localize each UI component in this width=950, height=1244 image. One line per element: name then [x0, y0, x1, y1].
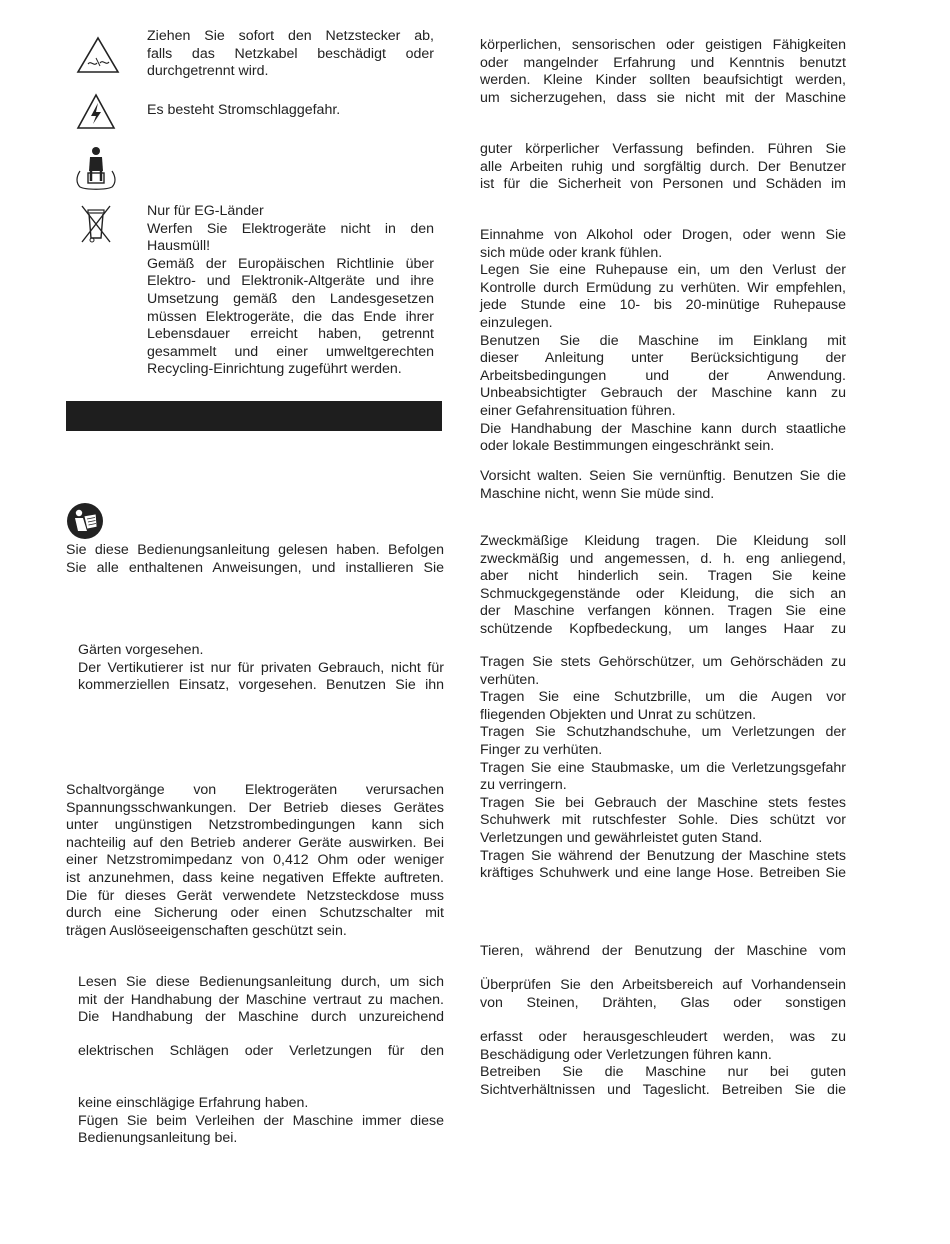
- text-line: Tragen Sie Schutzhandschuhe, um Verletzungen der: [480, 724, 846, 741]
- visibility-text: [480, 1029, 846, 1099]
- text-line: Einnahme von Alkohol oder Drogen, oder wenn Sie: [480, 227, 846, 243]
- text-line: nachteilig auf den Betrieb anderer Geräte auswirken. Bei: [66, 834, 444, 851]
- text-line: Die Handhabung der Maschine kann durch staatliche: [480, 420, 846, 437]
- text-line: Unbeabsichtigter Gebrauch der Maschine kann zu: [480, 385, 846, 402]
- text-line: von Steinen, Drähten, Glas oder sonstigen: [480, 994, 846, 1011]
- text-line: oder mangelnder Erfahrung und Kenntnis benutzt: [480, 54, 846, 71]
- text-line: müssen Elektrogeräte, die das Ende ihrer: [147, 308, 434, 325]
- shock-warning-text: [147, 102, 434, 120]
- read-manual-icon: [66, 502, 104, 540]
- text-line: Tragen Sie eine Schutzbrille, um die Augen vor: [480, 689, 846, 706]
- text-line: jede Stunde eine 10- bis 20-minütige Ruhepause: [480, 297, 846, 314]
- weee-notice-text: [147, 203, 434, 379]
- electric-shock-icon: [76, 93, 116, 131]
- text-line: Vorsicht walten. Seien Sie vernünftig. Benutzen Sie die: [480, 468, 846, 484]
- text-line: einzulegen.: [480, 314, 553, 331]
- text-line: Finger zu verhüten.: [480, 741, 603, 758]
- text-line: schützende Kopfbedeckung, um langes Haar zu: [480, 620, 846, 637]
- text-line: Überprüfen Sie den Arbeitsbereich auf Vorhandensein: [480, 977, 846, 993]
- text-line: Elektro- und Elektronik-Altgeräte und ihre: [147, 273, 434, 290]
- read-manual-text: [78, 974, 444, 1027]
- text-line: falls das Netzkabel beschädigt oder: [147, 45, 434, 62]
- text-line: Ziehen Sie sofort den Netzstecker ab,: [147, 28, 434, 44]
- text-line: Gärten vorgesehen.: [78, 642, 204, 658]
- text-line: Tragen Sie eine Staubmaske, um die Verletzungsgefahr: [480, 759, 846, 776]
- text-line: durch eine Sicherung oder einen Schutzschalter mit: [66, 905, 444, 922]
- text-line: alle Arbeiten ruhig und sorgfältig durch. Der Benutzer: [480, 158, 846, 175]
- text-line: dieser Anleitung unter Berücksichtigung der: [480, 350, 846, 367]
- shock-risk-text: [78, 1043, 444, 1061]
- text-line: kommerziellen Einsatz, vorgesehen. Benutzen Sie ihn: [78, 677, 444, 694]
- text-line: Die Handhabung der Maschine durch unzureichend: [78, 1009, 444, 1026]
- intended-use-text: [78, 642, 444, 695]
- power-supply-text: [66, 782, 444, 940]
- text-line: Maschine nicht, wenn Sie müde sind.: [480, 485, 715, 502]
- text-line: der Maschine verfangen können. Tragen Sie eine: [480, 603, 846, 620]
- text-line: Tragen Sie während der Benutzung der Maschine stets: [480, 847, 846, 864]
- text-line: ist anzunehmen, dass keine negativen Effekte auftreten.: [66, 869, 444, 886]
- text-line: Bedienungsanleitung bei.: [78, 1130, 238, 1147]
- text-line: Beschädigung oder Verletzungen führen kann.: [480, 1046, 772, 1063]
- text-line: unter ungünstigen Netzstrombedingungen kann sich: [66, 817, 444, 834]
- text-line: Zweckmäßige Kleidung tragen. Die Kleidung soll: [480, 533, 846, 549]
- text-line: Sie diese Bedienungsanleitung gelesen haben. Befolgen: [66, 542, 444, 558]
- text-line: Spannungsschwankungen. Der Betrieb dieses Gerätes: [66, 799, 444, 816]
- text-line: einer Netzstromimpedanz von 0,412 Ohm oder weniger: [66, 852, 444, 869]
- text-line: Recycling-Einrichtung zugeführt werden.: [147, 361, 402, 378]
- text-line: Arbeitsbedingungen und der Anwendung.: [480, 367, 846, 384]
- text-line: Tieren, während der Benutzung der Maschine vom: [480, 943, 846, 959]
- text-line: werden. Kleine Kinder sollten beaufsichtigt werden,: [480, 72, 846, 89]
- text-line: Sichtverhältnissen und Tageslicht. Betreiben Sie die: [480, 1081, 846, 1098]
- text-line: Lesen Sie diese Bedienungsanleitung durch, um sich: [78, 974, 444, 990]
- text-line: Schuhwerk mit rutschfester Sohle. Dies schützt vor: [480, 812, 846, 829]
- text-line: Lebensdauer erreicht haben, getrennt: [147, 326, 434, 343]
- text-line: Hausmüll!: [147, 238, 211, 255]
- text-line: oder lokale Bestimmungen eingeschränkt sein.: [480, 438, 775, 455]
- section-heading-bar: [66, 401, 442, 431]
- text-line: mit der Handhabung der Maschine vertraut zu machen.: [78, 991, 444, 1008]
- caution-text: [480, 468, 846, 503]
- condition-text: [480, 141, 846, 194]
- clothing-text: [480, 533, 846, 639]
- text-line: sich müde oder krank fühlen.: [480, 244, 663, 261]
- text-line: Es besteht Stromschlaggefahr.: [147, 102, 341, 118]
- text-line: erfasst oder herausgeschleudert werden, was zu: [480, 1029, 846, 1045]
- text-line: Betreiben Sie die Maschine nur bei guten: [480, 1064, 846, 1081]
- text-line: Benutzen Sie die Maschine im Einklang mit: [480, 332, 846, 349]
- text-line: einer Gefahrensituation führen.: [480, 402, 676, 419]
- bystander-distance-icon: [74, 145, 118, 191]
- text-line: Schaltvorgänge von Elektrogeräten verursachen: [66, 782, 444, 798]
- text-line: Die für dieses Gerät verwendete Netzsteckdose muss: [66, 887, 444, 904]
- text-line: guter körperlicher Verfassung befinden. Führen Sie: [480, 141, 846, 157]
- text-line: elektrischen Schlägen oder Verletzungen für den: [78, 1043, 444, 1059]
- text-line: aber nicht hinderlich sein. Tragen Sie keine: [480, 568, 846, 585]
- text-line: Umsetzung gemäß den Landesgesetzen: [147, 290, 434, 307]
- text-line: Gemäß der Europäischen Richtlinie über: [147, 255, 434, 272]
- text-line: Tragen Sie bei Gebrauch der Maschine stets festes: [480, 794, 846, 811]
- text-line: trägen Auslöseeigenschaften geschützt sein.: [66, 922, 347, 939]
- unplug-warning-text: [147, 28, 434, 81]
- text-line: Tragen Sie stets Gehörschützer, um Gehörschäden zu: [480, 654, 846, 670]
- text-line: Schmuckgegenstände oder Kleidung, die sich an: [480, 585, 846, 602]
- alcohol-rest-text: [480, 227, 846, 456]
- work-area-text: [480, 977, 846, 1012]
- text-line: Fügen Sie beim Verleihen der Maschine immer diese: [78, 1112, 444, 1129]
- text-line: zweckmäßig und angemessen, d. h. eng anliegend,: [480, 550, 846, 567]
- text-line: kräftiges Schuhwerk und eine lange Hose. Betreiben Sie: [480, 865, 846, 882]
- cut-cable-warning-icon: [76, 36, 120, 74]
- text-line: um sicherzugehen, dass sie nicht mit der Maschine: [480, 89, 846, 106]
- text-line: Legen Sie eine Ruhepause ein, um den Verlust der: [480, 262, 846, 279]
- manual-instruction-text: [66, 542, 444, 577]
- text-line: Sie alle enthaltenen Anweisungen, und installieren Sie: [66, 559, 444, 576]
- text-line: Werfen Sie Elektrogeräte nicht in den: [147, 220, 434, 237]
- crossed-out-bin-icon: [80, 204, 112, 244]
- animals-text: [480, 943, 846, 961]
- protective-gear-text: [480, 654, 846, 883]
- text-line: durchgetrennt wird.: [147, 63, 269, 80]
- lending-text: [78, 1095, 444, 1148]
- text-line: körperlichen, sensorischen oder geistigen Fähigkeiten: [480, 37, 846, 53]
- text-line: Kontrolle durch Ermüdung zu verhüten. Wir empfehlen,: [480, 279, 846, 296]
- text-line: zu verringern.: [480, 777, 567, 794]
- text-line: Verletzungen und gewährleistet guten Stand.: [480, 829, 763, 846]
- text-line: verhüten.: [480, 671, 540, 688]
- text-line: fliegenden Objekten und Unrat zu schützen.: [480, 706, 757, 723]
- ability-text: [480, 37, 846, 107]
- text-line: Der Vertikutierer ist nur für privaten Gebrauch, nicht für: [78, 659, 444, 676]
- text-line: gesammelt und einer umweltgerechten: [147, 343, 434, 360]
- text-line: keine einschlägige Erfahrung haben.: [78, 1095, 309, 1111]
- text-line: ist für die Sicherheit von Personen und Schäden im: [480, 176, 846, 193]
- text-line: Nur für EG-Länder: [147, 203, 264, 219]
